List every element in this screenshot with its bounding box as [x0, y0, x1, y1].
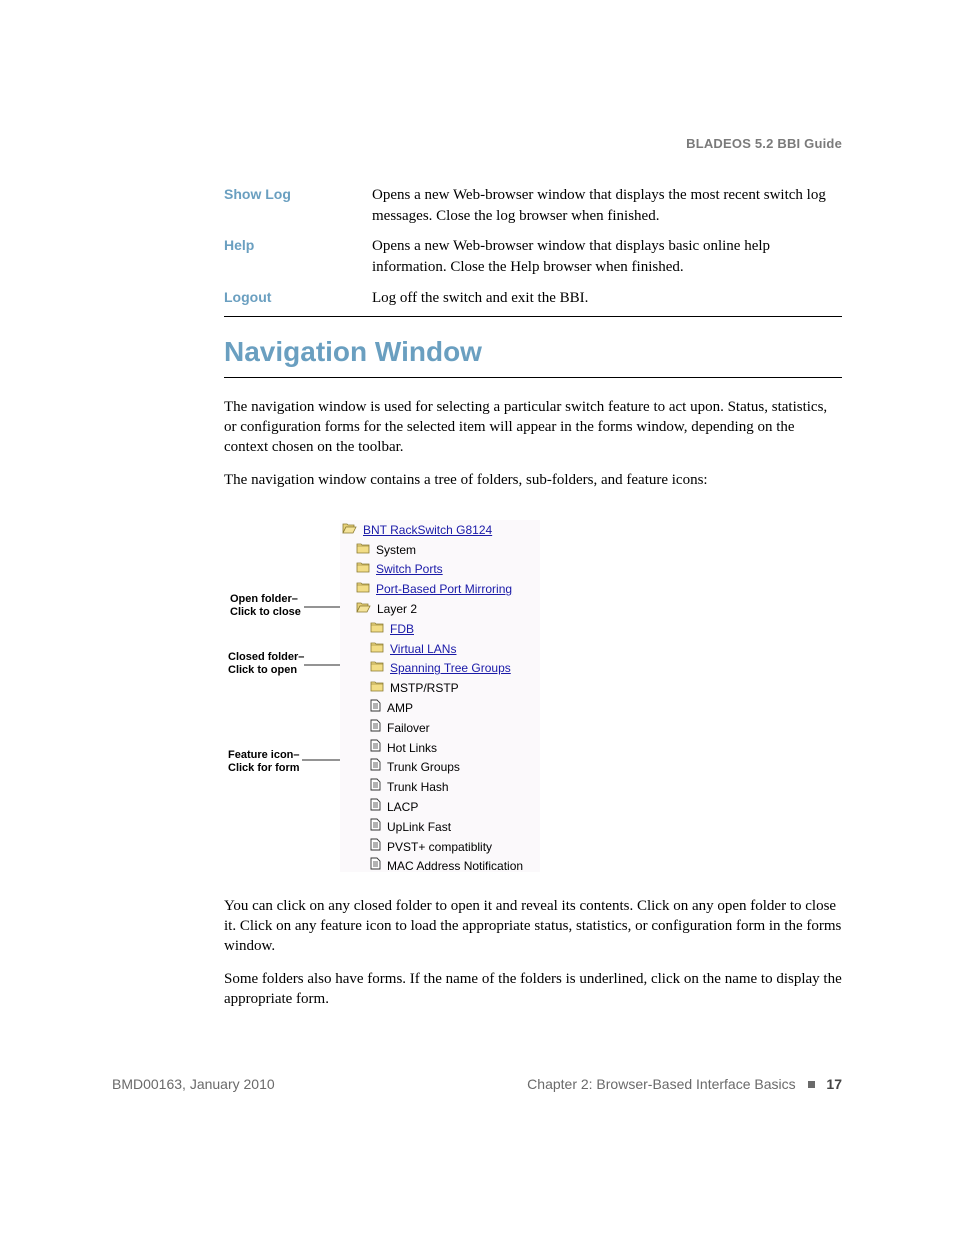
- tree-item-label[interactable]: Port-Based Port Mirroring: [376, 582, 513, 597]
- tree-item-label[interactable]: Switch Ports: [376, 562, 443, 577]
- tree-item[interactable]: [370, 797, 418, 815]
- document-icon[interactable]: [370, 838, 381, 856]
- document-icon[interactable]: [370, 719, 381, 737]
- tree-item-label: PVST+ compatiblity: [387, 839, 493, 854]
- footer-doc-id: BMD00163, January 2010: [112, 1076, 275, 1092]
- folder-icon[interactable]: [370, 620, 384, 638]
- tree-item[interactable]: [356, 579, 512, 597]
- document-icon[interactable]: [370, 778, 381, 796]
- folder-icon[interactable]: [356, 560, 370, 578]
- tree-item[interactable]: [370, 659, 511, 677]
- term-help: Help: [224, 237, 255, 253]
- table-bottom-rule: [224, 316, 842, 317]
- section-title-rule: [224, 377, 842, 378]
- section-title: Navigation Window: [224, 336, 482, 367]
- tree-item-label: System: [376, 542, 417, 557]
- open-folder-icon[interactable]: [356, 600, 371, 618]
- tree-item-label: Trunk Groups: [387, 760, 460, 775]
- definition-show-log: Opens a new Web-browser window that displays the most recent switch log messages. Close the log browser when finished.: [372, 187, 826, 224]
- tree-item-label[interactable]: Spanning Tree Groups: [390, 661, 511, 676]
- footer-page-number: 17: [826, 1076, 842, 1092]
- tree-item-label: Failover: [387, 720, 430, 735]
- tree-item[interactable]: [370, 698, 413, 716]
- document-icon[interactable]: [370, 818, 381, 836]
- callout-open-folder-line1: Open folder–: [230, 593, 298, 605]
- tree-item-label: LACP: [387, 800, 419, 815]
- term-show-log: Show Log: [224, 186, 291, 202]
- tree-item[interactable]: [370, 837, 492, 855]
- tree-item[interactable]: [370, 678, 459, 696]
- running-header: BLADEOS 5.2 BBI Guide: [686, 136, 842, 151]
- callout-open-folder: [230, 593, 301, 619]
- tree-item[interactable]: [356, 560, 443, 578]
- callout-feature-icon: [228, 749, 300, 775]
- tree-item[interactable]: [370, 718, 430, 736]
- paragraph-tree-intro: The navigation window contains a tree of folders, sub-folders, and feature icons:: [224, 472, 708, 488]
- tree-item[interactable]: [370, 738, 437, 756]
- document-icon[interactable]: [370, 758, 381, 776]
- tree-item-label: MAC Address Notification: [387, 859, 524, 874]
- folder-icon[interactable]: [356, 541, 370, 559]
- paragraph-intro: The navigation window is used for selecting a particular switch feature to act upon. Status, statistics, or configuration forms for the selected item will appear in the forms window, depending on the context chosen on the toolbar.: [224, 399, 828, 455]
- tree-item[interactable]: [356, 599, 417, 617]
- document-icon[interactable]: [370, 798, 381, 816]
- paragraph-folder-usage: You can click on any closed folder to open it and reveal its contents. Click on any open folder to close it. Click on any feature icon to load the appropriate status, statistics, or configuration form in the forms window.: [224, 898, 842, 954]
- tree-item[interactable]: [342, 520, 492, 538]
- folder-icon[interactable]: [370, 659, 384, 677]
- tree-item[interactable]: [370, 639, 456, 657]
- tree-item-label[interactable]: FDB: [390, 621, 414, 636]
- document-icon[interactable]: [370, 857, 381, 875]
- callout-closed-folder-line1: Closed folder–: [228, 651, 305, 663]
- callout-closed-folder-line2: Click to open: [228, 664, 298, 676]
- tree-item-label: Layer 2: [377, 602, 418, 617]
- folder-icon[interactable]: [370, 679, 384, 697]
- tree-item-label: Trunk Hash: [387, 780, 449, 795]
- tree-item[interactable]: [370, 777, 449, 795]
- tree-item-label: UpLink Fast: [387, 819, 452, 834]
- tree-item-label: Hot Links: [387, 740, 438, 755]
- document-icon[interactable]: [370, 699, 381, 717]
- callout-feature-icon-line1: Feature icon–: [228, 749, 300, 761]
- tree-item[interactable]: [370, 857, 523, 875]
- tree-item-label: AMP: [387, 701, 414, 716]
- footer-chapter-title: Chapter 2: Browser-Based Interface Basics: [527, 1076, 796, 1092]
- tree-item[interactable]: [370, 817, 451, 835]
- callout-feature-icon-line2: Click for form: [228, 762, 300, 774]
- document-icon[interactable]: [370, 739, 381, 757]
- term-logout: Logout: [224, 289, 272, 305]
- tree-item[interactable]: [370, 619, 414, 637]
- tree-item-label[interactable]: Virtual LANs: [390, 641, 457, 656]
- footer-separator-icon: [808, 1081, 815, 1088]
- folder-icon[interactable]: [356, 580, 370, 598]
- tree-item[interactable]: [356, 540, 416, 558]
- paragraph-folder-forms: Some folders also have forms. If the name of the folders is underlined, click on the name to display the appropriate form.: [224, 971, 842, 1007]
- tree-item-label: MSTP/RSTP: [390, 681, 459, 696]
- definition-logout: Log off the switch and exit the BBI.: [372, 290, 589, 306]
- navigation-tree: [340, 520, 540, 872]
- tree-item[interactable]: [370, 758, 460, 776]
- tree-item-label[interactable]: BNT RackSwitch G8124: [363, 522, 493, 537]
- folder-icon[interactable]: [370, 640, 384, 658]
- definition-help: Opens a new Web-browser window that displays basic online help information. Close the Help browser when finished.: [372, 238, 771, 275]
- footer-chapter: [527, 1076, 842, 1092]
- callout-closed-folder: [228, 651, 304, 677]
- callout-open-folder-line2: Click to close: [230, 606, 301, 618]
- open-folder-icon[interactable]: [342, 521, 357, 539]
